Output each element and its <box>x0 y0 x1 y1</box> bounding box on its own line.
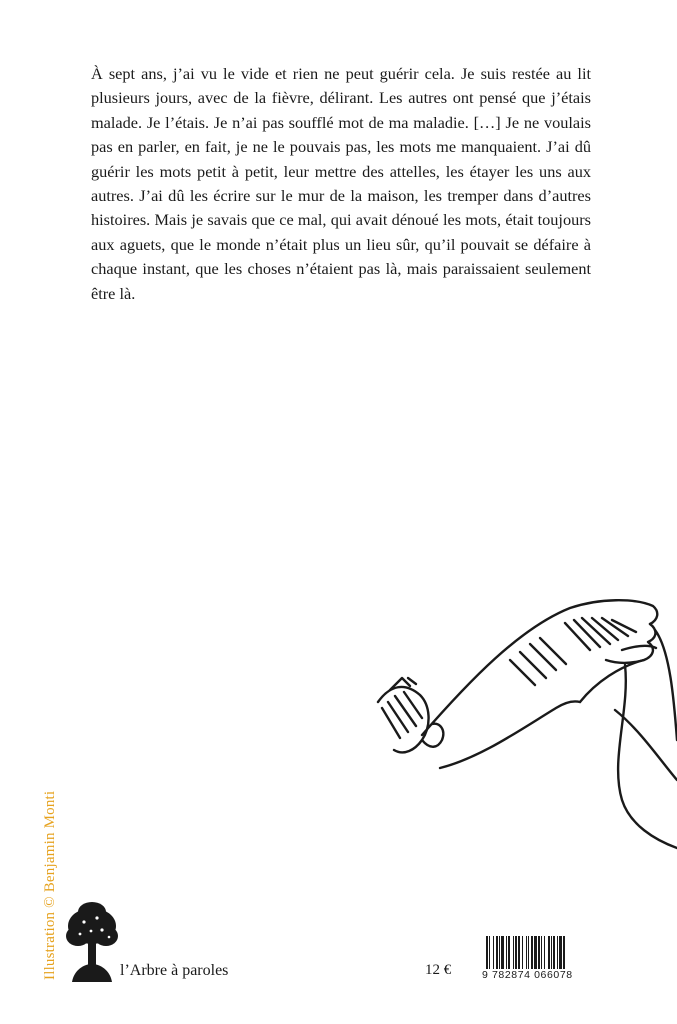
barcode-bar <box>522 936 523 970</box>
barcode-bar <box>563 936 565 970</box>
barcode-bar <box>501 936 504 970</box>
barcode-bar <box>553 936 555 970</box>
barcode-bar <box>513 936 514 970</box>
barcode-bar <box>508 936 510 970</box>
publisher-name: l’Arbre à paroles <box>120 962 229 979</box>
barcode-bar <box>506 936 507 970</box>
barcode-bar <box>518 936 520 970</box>
price-label: 12 € <box>425 962 452 978</box>
barcode-bar <box>559 936 562 970</box>
barcode-bar <box>544 936 545 970</box>
illustration-credit: Illustration © Benjamin Monti <box>42 790 58 980</box>
barcode-bar <box>489 936 490 970</box>
barcode-bar <box>541 936 542 970</box>
barcode-bar <box>548 936 550 970</box>
tree-logo-icon <box>62 896 122 986</box>
back-cover-text <box>91 62 591 306</box>
barcode-bar <box>551 936 552 970</box>
barcode-bar <box>557 936 558 970</box>
barcode-bar <box>528 936 529 970</box>
barcode-bar <box>499 936 500 970</box>
blurb-paragraph: À sept ans, j’ai vu le vide et rien ne peut guérir cela. Je suis restée au lit plusieurs jours, avec de la fièvre, délirant. Les autres ont pensé que j’étais malade. Je l’étais. Je n’ai pas soufflé mot de ma maladie. […] Je ne voulais pas en parler, en fait, je ne le pouvais pas, les mots me manquaient. J’ai dû guérir les mots petit à petit, leur mettre des attelles, les étayer les uns aux autres. J’ai dû les écrire sur le mur de la maison, les tremper dans d’autres histoires. Mais je savais que ce mal, qui avait dénoué les mots, était toujours aux aguets, que le monde n’était plus un lieu sûr, qu’il pouvait se défaire à chaque instant, que les choses n’étaient pas là, mais paraissaient seulement être là. <box>91 64 591 303</box>
barcode-bar <box>515 936 517 970</box>
barcode-bar <box>538 936 540 970</box>
barcode-bar <box>531 936 533 970</box>
barcode-bar <box>486 936 488 970</box>
barcode-bar <box>493 936 494 970</box>
barcode-digits: 9 782874 066078 <box>482 969 592 981</box>
hand-illustration <box>360 590 677 850</box>
barcode-bar <box>496 936 498 970</box>
barcode-bars <box>482 936 592 970</box>
barcode-bar <box>526 936 527 970</box>
barcode-bar <box>534 936 537 970</box>
